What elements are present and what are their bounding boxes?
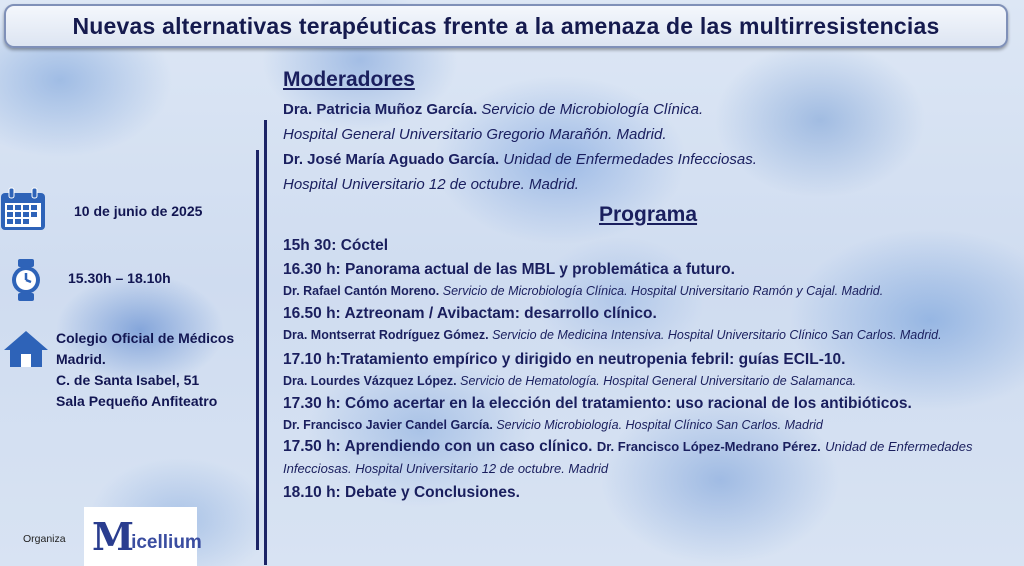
event-date: 10 de junio de 2025 xyxy=(74,203,203,219)
venue-block xyxy=(56,328,234,412)
calendar-icon xyxy=(0,187,46,231)
moderator-item xyxy=(283,97,983,122)
venue-name: Colegio Oficial de Médicos xyxy=(56,330,235,346)
session-item xyxy=(283,436,973,480)
logo-text: icellium xyxy=(131,531,202,553)
venue-address: C. de Santa Isabel, 51 xyxy=(56,372,200,388)
logo-letter: M xyxy=(92,513,135,559)
event-time: 15.30h – 18.10h xyxy=(68,270,171,286)
session-affiliation: Servicio de Hematología. Hospital General Universitario de Salamanca. xyxy=(460,374,857,388)
moderator-hospital: Hospital Universitario 12 de octubre. Madrid. xyxy=(283,176,579,193)
session-speaker: Dr. Francisco Javier Candel García. xyxy=(283,418,493,432)
session-title: 15h 30: Cóctel xyxy=(283,237,389,254)
venue-room: Sala Pequeño Anfiteatro xyxy=(56,393,218,409)
page-title: Nuevas alternativas terapéuticas frente a la amenaza de las multirresistencias xyxy=(72,12,940,39)
session-speaker: Dra. Lourdes Vázquez López. xyxy=(283,374,457,388)
session-title: 17.50 h: Aprendiendo con un caso clínico. xyxy=(283,438,593,455)
session-affiliation: Servicio de Microbiología Clínica. Hospital Universitario Ramón y Cajal. Madrid. xyxy=(442,284,884,298)
clock-icon xyxy=(10,258,42,302)
session-title: 16.50 h: Aztreonam / Avibactam: desarrollo clínico. xyxy=(283,305,657,322)
session-title: 17.30 h: Cómo acertar en la elección del tratamiento: uso racional de los antibióticos. xyxy=(283,395,912,412)
session-speaker-line xyxy=(283,281,1019,302)
session-speaker-line xyxy=(283,415,1019,436)
session-speaker: Dr. Francisco López-Medrano Pérez. xyxy=(596,439,821,454)
divider-line-right xyxy=(264,120,267,565)
moderators-list xyxy=(283,97,983,197)
divider-line-left xyxy=(256,150,259,550)
session-affiliation: Unidad de Enfermedades Infecciosas. Hospital Universitario 12 de octubre. Madrid xyxy=(283,439,973,476)
program-list xyxy=(283,234,1019,504)
session-speaker: Dr. Rafael Cantón Moreno. xyxy=(283,284,440,298)
organizer-label: Organiza xyxy=(23,533,66,545)
title-banner xyxy=(4,4,1008,48)
moderator-item xyxy=(283,147,983,172)
moderators-heading: Moderadores xyxy=(283,68,415,91)
session-title: 18.10 h: Debate y Conclusiones. xyxy=(283,484,520,501)
moderator-affiliation: Servicio de Microbiología Clínica. xyxy=(481,101,704,118)
moderator-name: Dra. Patricia Muñoz García. xyxy=(283,101,478,118)
moderator-name: Dr. José María Aguado García. xyxy=(283,151,500,168)
venue-city: Madrid. xyxy=(56,351,106,367)
session-speaker-line xyxy=(283,371,1019,392)
moderator-hospital: Hospital General Universitario Gregorio Marañón. Madrid. xyxy=(283,126,667,143)
session-title: 16.30 h: Panorama actual de las MBL y problemática a futuro. xyxy=(283,261,735,278)
session-title: 17.10 h:Tratamiento empírico y dirigido en neutropenia febril: guías ECIL-10. xyxy=(283,351,846,368)
session-affiliation: Servicio de Medicina Intensiva. Hospital Universitario Clínico San Carlos. Madrid. xyxy=(492,328,942,342)
session-affiliation: Servicio Microbiología. Hospital Clínico San Carlos. Madrid xyxy=(496,418,823,432)
session-speaker-line xyxy=(283,325,983,346)
micellium-logo xyxy=(84,507,202,566)
session-speaker: Dra. Montserrat Rodríguez Gómez. xyxy=(283,328,489,342)
house-icon xyxy=(3,330,49,368)
program-heading: Programa xyxy=(599,203,698,226)
moderator-affiliation: Unidad de Enfermedades Infecciosas. xyxy=(503,151,757,168)
